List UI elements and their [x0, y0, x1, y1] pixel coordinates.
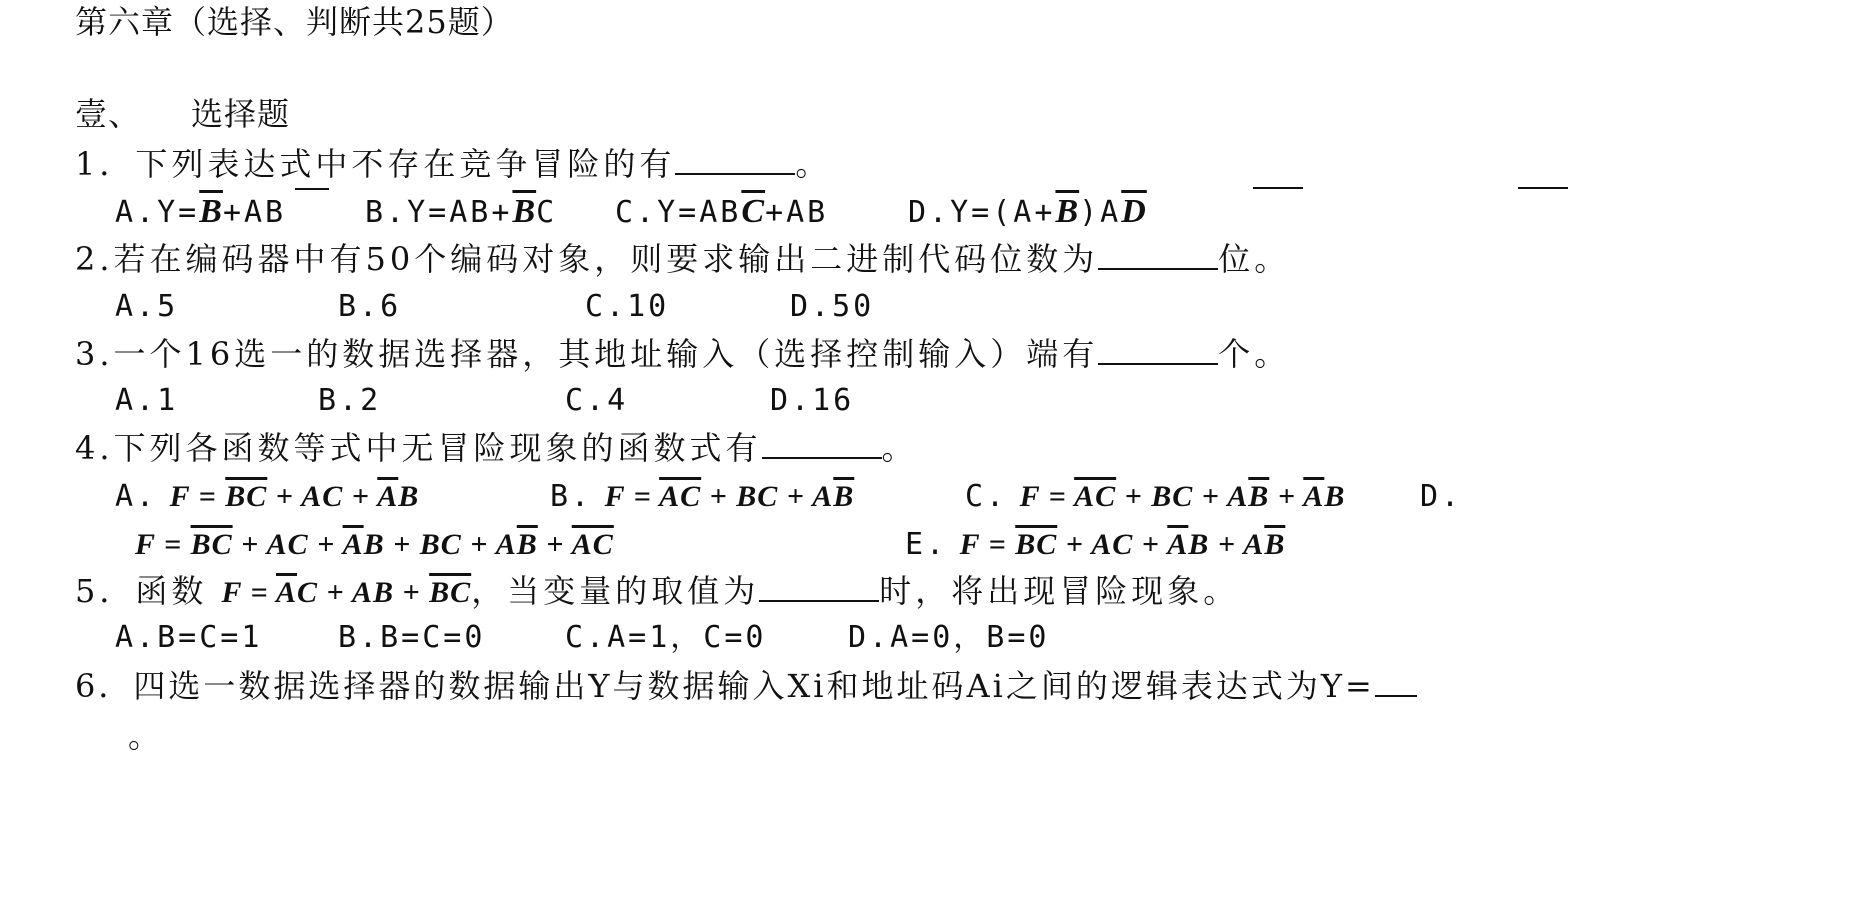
question-3-text: 3.一个16选一的数据选择器，其地址输入（选择控制输入）端有 [75, 335, 1099, 373]
option-label: C.Y=AB [615, 195, 742, 230]
overbar-variable: $\overline{B}$ [199, 193, 223, 230]
question-3-stem [75, 334, 1290, 374]
question-6-end: 。 [128, 717, 165, 755]
stray-overbar-mark [1253, 187, 1303, 189]
question-1-end: 。 [795, 145, 832, 183]
stray-overbar-mark [1518, 187, 1568, 189]
question-4-option-c [965, 477, 1345, 517]
question-2-option-a: A.5 [115, 289, 179, 324]
question-1-option-b [365, 192, 557, 233]
answer-blank [675, 145, 795, 175]
option-label: B.Y=AB+ [365, 195, 513, 230]
question-2-text: 2.若在编码器中有50个编码对象，则要求输出二进制代码位数为 [75, 240, 1099, 278]
question-2-end: 位。 [1218, 240, 1291, 278]
question-1-option-c [615, 192, 828, 233]
answer-blank [1098, 240, 1218, 270]
formula: $F = \overline{BC}$ + AC + $\overline{A}B + A\overline{B}$ [959, 528, 1286, 561]
question-5-end: 时，将出现冒险现象。 [879, 572, 1240, 610]
option-label: A.Y= [115, 195, 200, 230]
question-6-text: 6．四选一数据选择器的数据输出Y与数据输入Xi和地址码Ai之间的逻辑表达式为Y= [75, 667, 1375, 705]
answer-blank [1375, 667, 1417, 697]
option-label: C. [965, 479, 1008, 514]
question-5-option-b: B.B=C=0 [338, 620, 486, 655]
question-3-option-c: C.4 [565, 383, 629, 418]
question-5-stem [75, 571, 1239, 613]
question-2-stem [75, 239, 1290, 279]
stray-overbar-mark [295, 188, 329, 190]
option-label: A. [115, 479, 158, 514]
question-5-option-c: C.A=1，C=0 [565, 620, 767, 655]
question-4-stem [75, 428, 918, 468]
question-2-option-c: C.10 [585, 289, 670, 324]
answer-blank [759, 572, 879, 602]
question-4-text: 4.下列各函数等式中无冒险现象的函数式有 [75, 429, 762, 467]
question-6-stem [75, 666, 1417, 706]
question-1-stem [75, 144, 831, 184]
overbar-variable: $\overline{D}$ [1121, 193, 1147, 230]
question-2-option-d: D.50 [790, 289, 875, 324]
answer-blank [762, 429, 882, 459]
question-4-option-d-label: D. [1420, 479, 1463, 514]
overbar-variable: $\overline{C}$ [741, 193, 766, 230]
option-label: E. [905, 527, 948, 562]
option-text: C [536, 195, 558, 230]
option-text: +AB [222, 195, 287, 230]
question-2-option-b: B.6 [338, 289, 402, 324]
question-4-option-d-formula [135, 525, 614, 565]
question-5-text-mid: ，当变量的取值为 [471, 572, 760, 610]
option-label: D.Y=(A+ [908, 195, 1056, 230]
section-title: 壹、 选择题 [75, 95, 291, 133]
question-1-option-a [115, 192, 286, 233]
question-3-end: 个。 [1218, 335, 1291, 373]
question-3-option-b: B.2 [318, 383, 382, 418]
question-3-option-a: A.1 [115, 383, 179, 418]
chapter-title: 第六章（选择、判断共25题） [75, 3, 514, 41]
question-4-option-b [550, 477, 854, 517]
option-text: )A [1079, 195, 1122, 230]
formula: $F = \overline{BC}$ + AC + $\overline{A}B$ [169, 480, 420, 513]
question-5-option-d: D.A=0，B=0 [848, 620, 1050, 655]
question-4-option-e [905, 525, 1285, 565]
question-5-option-a: A.B=C=1 [115, 620, 263, 655]
question-4-end: 。 [881, 429, 918, 467]
formula: $F = \overline{AC}$ + BC + $A\overline{B} + \overline{A}B$ [1019, 480, 1346, 513]
question-5-text: 5．函数 [75, 572, 208, 610]
question-4-option-a [115, 477, 419, 517]
option-label: B. [550, 479, 593, 514]
question-1-option-d [908, 192, 1147, 233]
overbar-variable: $\overline{B}$ [512, 193, 537, 230]
answer-blank [1098, 335, 1218, 365]
question-3-option-d: D.16 [770, 383, 855, 418]
question-1-text: 1．下列表达式中不存在竞争冒险的有 [75, 145, 676, 183]
option-text: +AB [765, 195, 829, 230]
formula: $F = \overline{A}C$ + AB + $\overline{BC}$ [221, 576, 472, 609]
formula: $F = \overline{AC}$ + BC + $A\overline{B}$ [604, 480, 855, 513]
formula: $F = \overline{BC}$ + AC + $\overline{A}B$ + BC + $A\overline{B} + \overline{AC}$ [135, 528, 614, 561]
overbar-variable: $\overline{B}$ [1055, 193, 1080, 230]
